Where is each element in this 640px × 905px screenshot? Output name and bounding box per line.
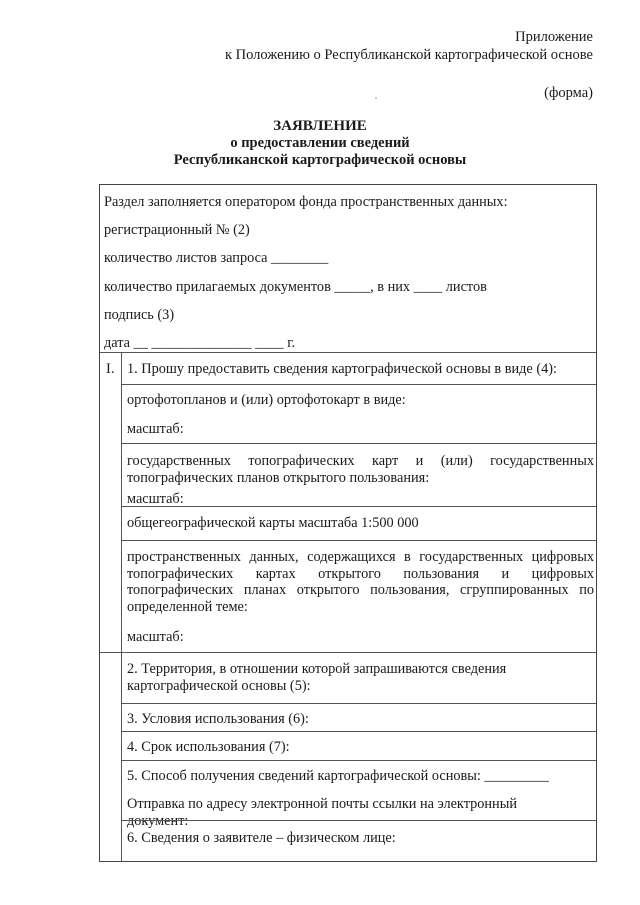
title-line-2: о предоставлении сведений: [230, 135, 410, 151]
divider: [121, 384, 596, 385]
option-topographic-scale[interactable]: масштаб:: [127, 491, 184, 507]
item-4-usage-period[interactable]: 4. Срок использования (7):: [127, 739, 290, 755]
divider: [121, 820, 596, 821]
regulation-reference: к Положению о Республиканской картографической основе: [224, 47, 593, 63]
divider: [121, 760, 596, 761]
signature-field[interactable]: подпись (3): [104, 307, 175, 323]
item-1-request: 1. Прошу предоставить сведения картографической основы в виде (4):: [127, 361, 557, 377]
option-spatial-data-scale[interactable]: масштаб:: [127, 629, 184, 645]
item-2-territory[interactable]: 2. Территория, в отношении которой запрашиваются сведения картографической основы (5):: [127, 661, 507, 694]
sheets-count-field[interactable]: количество листов запроса ________: [104, 250, 329, 266]
registration-number-field[interactable]: регистрационный № (2): [104, 222, 250, 238]
option-topographic-maps[interactable]: государственных топографических карт и (или) государственных топографических планов открытого пользования:: [127, 453, 594, 486]
item-6-applicant-info[interactable]: 6. Сведения о заявителе – физическом лице:: [127, 830, 396, 846]
document-title: [0, 118, 640, 169]
operator-section-heading: Раздел заполняется оператором фонда пространственных данных:: [104, 194, 508, 210]
column-divider: [121, 352, 122, 861]
option-orthophoto-scale[interactable]: масштаб:: [127, 421, 184, 437]
divider: [100, 652, 596, 653]
divider: [121, 703, 596, 704]
section-roman-numeral: I.: [106, 361, 115, 377]
option-general-geographic-map[interactable]: общегеографической карты масштаба 1:500 000: [127, 515, 419, 531]
divider: [100, 352, 596, 353]
appendix-label: Приложение: [515, 29, 593, 45]
item-5-email-option[interactable]: Отправка по адресу электронной почты ссылки на электронный документ:: [127, 796, 517, 829]
form-label: (форма): [544, 85, 593, 101]
scan-speck: [375, 97, 377, 99]
divider: [121, 540, 596, 541]
option-orthophoto[interactable]: ортофотопланов и (или) ортофотокарт в виде:: [127, 392, 406, 408]
application-form-table: [99, 184, 597, 862]
item-5-delivery-method[interactable]: 5. Способ получения сведений картографической основы: _________: [127, 768, 549, 784]
title-line-1: ЗАЯВЛЕНИЕ: [273, 118, 367, 134]
date-field[interactable]: дата __ ______________ ____ г.: [104, 335, 296, 351]
title-line-3: Республиканской картографической основы: [173, 152, 467, 168]
attached-documents-field[interactable]: количество прилагаемых документов _____, в них ____ листов: [104, 279, 487, 295]
option-spatial-data[interactable]: пространственных данных, содержащихся в государственных цифровых топографических картах открытого пользования и цифровых топографических планах открытого пользования, сгруппированных по определенной теме:: [127, 549, 594, 615]
divider: [121, 506, 596, 507]
divider: [121, 731, 596, 732]
item-3-usage-conditions[interactable]: 3. Условия использования (6):: [127, 711, 309, 727]
divider: [121, 443, 596, 444]
